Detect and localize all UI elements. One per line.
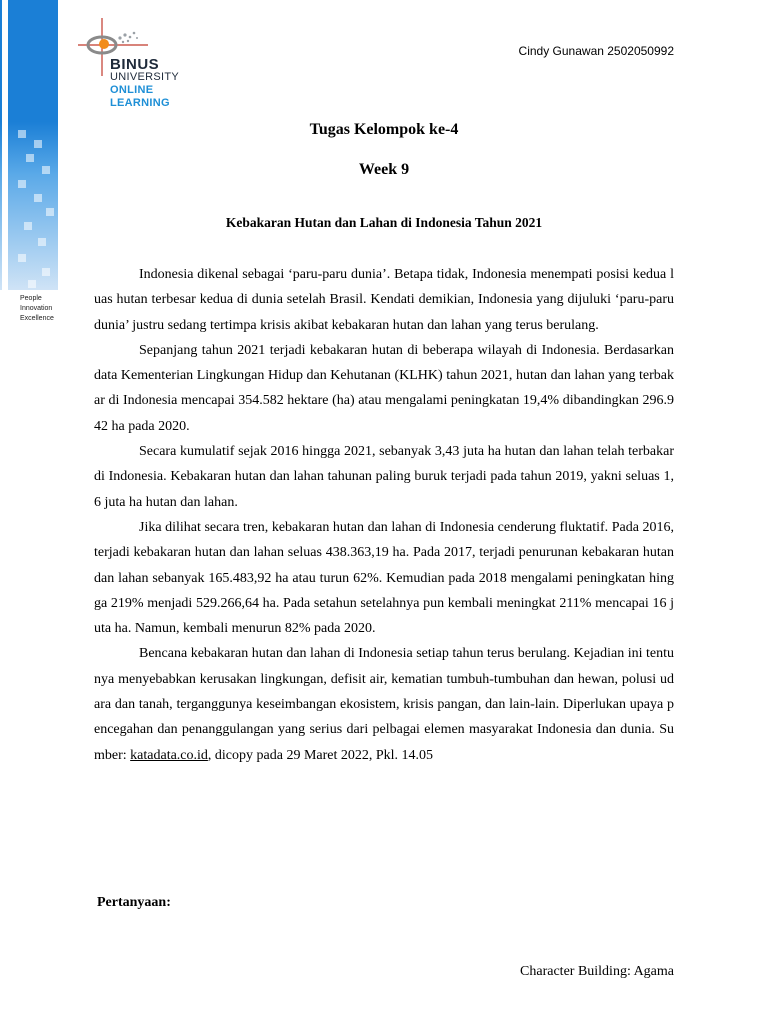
- paragraph-5-text: Bencana kebakaran hutan dan lahan di Indonesia setiap tahun terus berulang. Kejadian ini tentunya menyebabkan kerusakan lingkungan, defisit air, kematian tumbuh-tumbuhan dan hewan, polusi udara dan tanah, terganggunya keseimbangan ekosistem, krisis pangan, dan lain-lain. Diperlukan upaya pencegahan dan penanggulangan yang serius dari pelbagai elemen masyarakat Indonesia dan dunia. Sumber:: [94, 646, 674, 763]
- strip-mosaic: [18, 130, 58, 290]
- paragraph-5-tail: , dicopy pada 29 Maret 2022, Pkl. 14.05: [207, 747, 434, 763]
- logo-line-binus: BINUS: [110, 56, 160, 73]
- week-title: Week 9: [358, 161, 410, 178]
- logo-line-online: ONLINE: [110, 84, 154, 96]
- binus-logo: [78, 18, 198, 118]
- binus-logo-wordmark: [110, 58, 179, 110]
- paragraph-1: Indonesia dikenal sebagai ‘paru-paru dunia’. Betapa tidak, Indonesia menempati posisi kedua luas hutan terbesar kedua di dunia setelah Brasil. Kendati demikian, Indonesia yang dijuluki ‘paru-paru dunia’ justru sedang tertimpa krisis akibat kebakaran hutan dan lahan yang terus berulang.: [94, 267, 674, 333]
- paragraph-2: Sepanjang tahun 2021 terjadi kebakaran hutan di beberapa wilayah di Indonesia. Berdasarkan data Kementerian Lingkungan Hidup dan Kehutanan (KLHK) tahun 2021, hutan dan lahan yang terbakar di Indonesia mencapai 354.582 hektare (ha) atau mengalami peningkatan 19,4% dibandingkan 296.942 ha pada 2020.: [94, 342, 674, 434]
- tagline-line: Excellence: [20, 315, 54, 322]
- tagline-line: Innovation: [20, 305, 53, 312]
- page-footer: Character Building: Agama: [520, 964, 674, 979]
- assignment-title: Tugas Kelompok ke-4: [309, 121, 459, 138]
- author-name-id: Cindy Gunawan 2502050992: [518, 44, 674, 58]
- logo-line-university: UNIVERSITY: [110, 71, 180, 83]
- paragraph-4: Jika dilihat secara tren, kebakaran hutan dan lahan di Indonesia cenderung fluktatif. Pada 2016, terjadi kebakaran hutan dan lahan seluas 438.363,19 ha. Pada 2017, terjadi penurunan kebakaran hutan dan lahan sebanyak 165.483,92 ha atau turun 62%. Kemudian pada 2018 mengalami peningkatan hingga 219% menjadi 529.266,64 ha. Pada setahun setelahnya pun kembali meningkat 211% mencapai 16 juta ha. Namun, kembali menurun 82% pada 2020.: [94, 519, 674, 637]
- topic-title: Kebakaran Hutan dan Lahan di Indonesia Tahun 2021: [225, 215, 543, 230]
- article-body: [94, 262, 674, 768]
- paragraph-5: [94, 641, 674, 767]
- strip-white-bar: [2, 0, 8, 290]
- logo-line-learning: LEARNING: [110, 97, 170, 109]
- university-tagline: [20, 294, 80, 324]
- source-link[interactable]: katadata.co.id: [130, 747, 208, 763]
- question-label: Pertanyaan:: [97, 895, 171, 910]
- paragraph-3: Secara kumulatif sejak 2016 hingga 2021, sebanyak 3,43 juta ha hutan dan lahan telah terbakar di Indonesia. Kebakaran hutan dan lahan tahunan paling buruk terjadi pada tahun 2019, yakni seluas 1,6 juta ha hutan dan lahan.: [94, 444, 674, 510]
- tagline-line: People: [20, 295, 42, 302]
- decorative-side-strip: [0, 0, 58, 290]
